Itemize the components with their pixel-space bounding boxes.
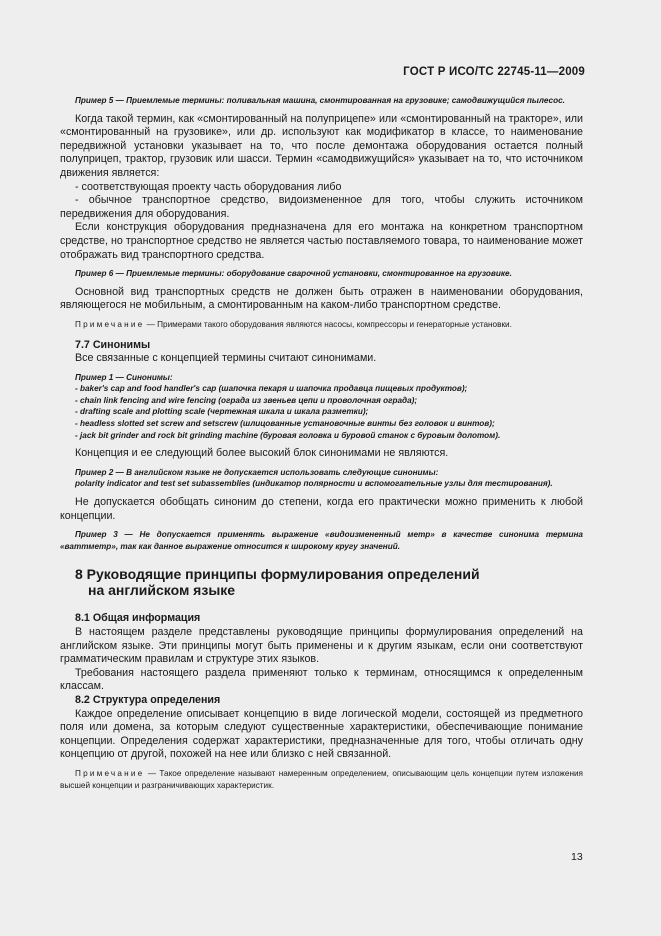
note-text: — Такое определение называют намеренным определением, описывающим цель концепции путем изложения высшей концепции и разграничивающих характеристик. [60, 768, 583, 790]
paragraph: Не допускается обобщать синоним до степени, когда его практически можно применить к любой концепции. [60, 496, 583, 522]
paragraph: Концепция и ее следующий более высокий блок синонимами не являются. [75, 447, 449, 460]
paragraph: В настоящем разделе представлены руководящие принципы формулирования определений на английском языке. Эти принципы могут быть применены и к другим языкам, если они соответствуют грамматическим правилам и структуре этих языков. [60, 626, 583, 666]
synonym-item: - baker's cap and food handler's cap (шапочка пекаря и шапочка продавца пищевых продуктов); [75, 384, 468, 394]
paragraph: Каждое определение описывает концепцию в виде логической модели, состоящей из предметного поля или домена, за которым следуют существенные характеристики, обеспечивающие понимание концепции. Определения содержат характеристики, предназначенные для того, чтобы отличать одну концепцию от другой, похожей на нее или близко с ней связанной. [60, 707, 583, 761]
page-content [60, 95, 583, 791]
section-7-7-heading: 7.7 Синонимы [75, 338, 151, 351]
paragraph: Если конструкция оборудования предназначена для его монтажа на конкретном транспортном средстве, но транспортное средство не является частью поставляемого товара, то наименование может отображать вид транспортного средства. [60, 221, 583, 261]
note-text: — Примерами такого оборудования являются насосы, компрессоры и генераторные установки. [146, 319, 512, 329]
standard-header: ГОСТ Р ИСО/ТС 22745-11—2009 [403, 66, 585, 78]
synonym-item: - chain link fencing and wire fencing (ограда из звеньев цепи и проволочная ограда); [75, 395, 418, 405]
example-3: Пример 3 — Не допускается применять выражение «видоизмененный метр» в качестве синонима термина «ваттметр», так как данное выражение относится к широкому кругу значений. [60, 530, 583, 551]
paragraph: Все связанные с концепцией термины считают синонимами. [75, 352, 377, 365]
paragraph: Основной вид транспортных средств не должен быть отражен в наименовании оборудования, являющегося не мобильным, а смонтированным на каком-либо транспортном средстве. [60, 285, 583, 312]
synonym-item: - headless slotted set screw and setscrew (шлицованные установочные винты без головок и винтов); [75, 419, 495, 429]
section-8-1-heading: 8.1 Общая информация [75, 612, 201, 625]
list-item: - соответствующая проекту часть оборудования либо [75, 180, 342, 193]
paragraph: Когда такой термин, как «смонтированный на полуприцепе» или «смонтированный на тракторе», или «смонтированный на грузовике», или др. используют как модификатор в классе, то наименование передвижной установки указывает на то, что после демонтажа оборудования остается полный полуприцеп, трактор, грузовик или шасси. Термин «самодвижущийся» указывает на то, что источником движения является: [60, 112, 583, 179]
example-5: Пример 5 — Приемлемые термины: поливальная машина, смонтированная на грузовике; самодвижущийся пылесос. [75, 96, 565, 105]
list-item: - обычное транспортное средство, видоизмененное для того, чтобы служить источником передвижения для оборудования. [60, 194, 583, 220]
synonym-item: - drafting scale and plotting scale (чертежная шкала и шкала разметки); [75, 407, 369, 417]
section-8-2-heading: 8.2 Структура определения [75, 693, 221, 706]
example-1-title: Пример 1 — Синонимы: [75, 372, 173, 382]
synonym-item: - jack bit grinder and rock bit grinding machine (буровая головка и буровой станок с буровым долотом). [75, 430, 501, 440]
example-2: Пример 2 — В английском языке не допускается использовать следующие синонимы: [75, 467, 439, 477]
note-label: Примечание [75, 319, 145, 329]
section-8-heading-line1: 8 Руководящие принципы формулирования определений [75, 566, 480, 583]
section-8-heading [60, 566, 583, 598]
note-label: Примечание [75, 768, 145, 778]
example-2-text: polarity indicator and test set subassemblies (индикатор полярности и вспомогательные узлы для тестирования). [75, 479, 553, 489]
note-1 [60, 319, 583, 331]
note-2 [60, 768, 583, 791]
section-8-heading-line2: на английском языке [88, 582, 236, 599]
example-6: Пример 6 — Приемлемые термины: оборудование сварочной установки, смонтированное на грузовике. [75, 269, 512, 279]
paragraph: Требования настоящего раздела применяют только к терминам, относящимся к определенным классам. [60, 666, 583, 693]
page-number: 13 [571, 851, 583, 863]
